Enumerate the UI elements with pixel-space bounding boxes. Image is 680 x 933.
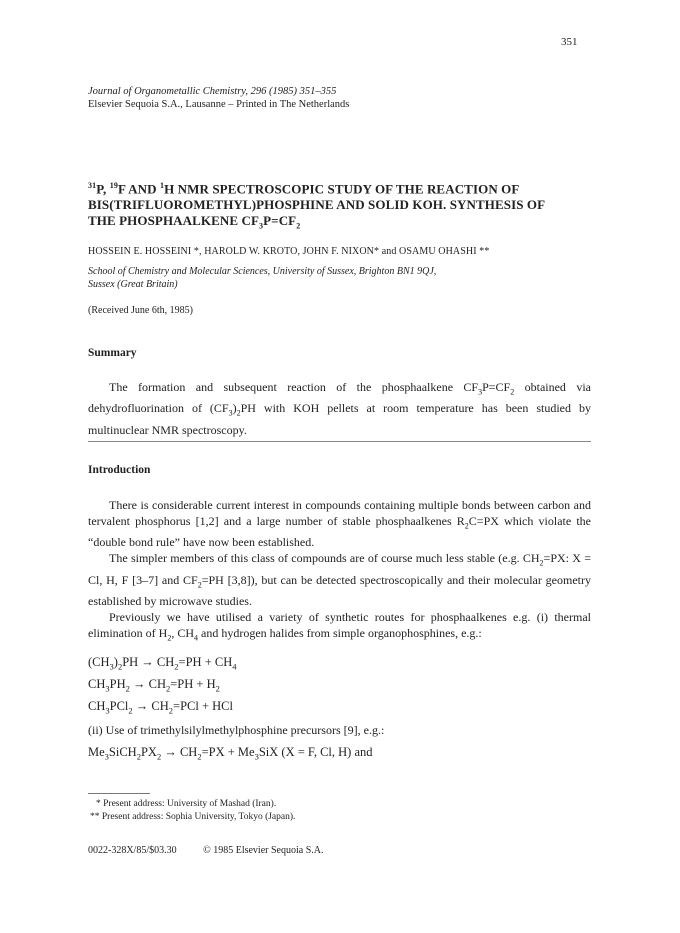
introduction-heading: Introduction xyxy=(88,464,151,476)
title-line-1: $^{31}$P, $^{19}$F AND $^1$H NMR SPECTROSCOPIC STUDY OF THE REACTION OF xyxy=(88,181,520,197)
equation-4: $Me_3SiCH_2PX_2 \to CH_2=PX + Me_3SiX$ (X = F, Cl, H) and xyxy=(88,745,373,762)
summary-text: The formation and subsequent reaction of the phosphaalkene $CF_3P=CF_2$ obtained via dehydrofluorination of $(CF_3)_2PH$ with KOH pellets at room temperature has been studied by multinuclear NMR spectroscopy. xyxy=(88,380,591,437)
intro-paragraph-1: There is considerable current interest in compounds containing multiple bonds between carbon and tervalent phosphorus [1,2] and a large number of stable phosphaalkenes $R_2C=PX$ which violate the “double bond rule” have now been established. xyxy=(88,498,591,550)
title-line-2: BIS(TRIFLUOROMETHYL)PHOSPHINE AND SOLID KOH. SYNTHESIS OF xyxy=(88,197,546,213)
title-line-3: THE PHOSPHAALKENE $CF_3P=CF_2$ xyxy=(88,213,301,231)
footnote-1: * Present address: University of Mashad (Iran). xyxy=(96,799,277,809)
issn-price: 0022-328X/85/$03.30 xyxy=(88,845,177,856)
section-divider xyxy=(88,441,591,442)
affiliation-line-1: School of Chemistry and Molecular Sciences, University of Sussex, Brighton BN1 9QJ, xyxy=(88,266,437,277)
copyright: © 1985 Elsevier Sequoia S.A. xyxy=(203,845,324,856)
page-number: 351 xyxy=(561,36,578,48)
equation-1: $(CH_3)_2PH \to CH_2=PH + CH_4$ xyxy=(88,655,237,672)
intro-paragraph-2: The simpler members of this class of compounds are of course much less stable (e.g. $CH_2=PX$: X = Cl, H, F [3–7] and $CF_2=PH$ [3,8]), but can be detected spectroscopically and their molecular geometry established by microwave studies. xyxy=(88,551,591,609)
affiliation-line-2: Sussex (Great Britain) xyxy=(88,279,178,290)
introduction-text xyxy=(88,497,591,647)
footnote-2: ** Present address: Sophia University, Tokyo (Japan). xyxy=(90,812,296,822)
publisher-line: Elsevier Sequoia S.A., Lausanne – Printed in The Netherlands xyxy=(88,99,350,110)
journal-name: Journal of Organometallic Chemistry, 296 (1985) 351–355 xyxy=(88,86,337,97)
equation-3: $CH_3PCl_2 \to CH_2=PCl$ + HCl xyxy=(88,699,233,716)
authors: HOSSEIN E. HOSSEINI *, HAROLD W. KROTO, JOHN F. NIXON* and OSAMU OHASHI ** xyxy=(88,246,490,257)
route-ii-text: (ii) Use of trimethylsilylmethylphosphine precursors [9], e.g.: xyxy=(88,723,385,737)
received-date: (Received June 6th, 1985) xyxy=(88,305,193,316)
summary-heading: Summary xyxy=(88,347,137,359)
intro-paragraph-3: Previously we have utilised a variety of synthetic routes for phosphaalkenes e.g. (i) thermal elimination of $H_2$, $CH_4$ and hydrogen halides from simple organophosphines, e.g.: xyxy=(88,610,591,643)
equation-2: $CH_3PH_2 \to CH_2=PH + H_2$ xyxy=(88,677,220,694)
affiliation xyxy=(88,265,436,291)
footnote-divider xyxy=(88,793,150,794)
page-footer xyxy=(88,845,323,856)
article-title xyxy=(88,178,608,235)
journal-citation xyxy=(88,85,349,111)
